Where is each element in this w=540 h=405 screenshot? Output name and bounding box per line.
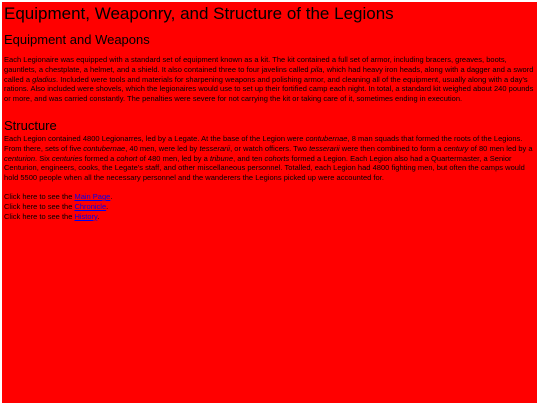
structure-text-8: formed a xyxy=(82,153,117,163)
equipment-paragraph xyxy=(4,55,535,104)
chronicle-link[interactable]: Chronicle xyxy=(74,201,107,211)
structure-term-century: century xyxy=(443,143,469,153)
main-page-link[interactable]: Main Page xyxy=(74,191,111,201)
structure-text-6: of 80 men led by a xyxy=(468,143,533,153)
structure-heading: Structure xyxy=(4,117,57,133)
equipment-heading: Equipment and Weapons xyxy=(4,32,150,47)
structure-text-4: , or watch officers. Two xyxy=(230,143,310,153)
navigation-links xyxy=(4,192,535,221)
structure-text-5: were then combined to form a xyxy=(339,143,444,153)
structure-term-centuries: centuries xyxy=(51,153,83,163)
chronicle-prefix: Click here to see the xyxy=(4,201,75,211)
history-suffix: . xyxy=(97,211,100,221)
equipment-term-pila: pila xyxy=(310,64,323,74)
structure-text-1: Each Legion contained 4800 Legionarres, led by a Legate. At the base of the Legion were xyxy=(4,133,306,143)
main-page-line xyxy=(4,192,535,202)
structure-term-cohorts: cohorts xyxy=(264,153,290,163)
structure-text-2: , 8 man squads that formed the roots of the Legions. From there, sets of five xyxy=(4,133,523,153)
structure-text-7: . Six xyxy=(35,153,52,163)
structure-term-tribune: tribune xyxy=(209,153,234,163)
structure-term-contubernae: contubernae xyxy=(305,133,348,143)
equipment-text-1: Each Legionaire was equipped with a standard set of equipment known as a kit. The kit contained a full set of armor, including bracers, greaves, boots, gauntlets, a chestplate, a helmet, and a shield. It also contained three to four javelins called xyxy=(4,55,507,74)
structure-term-tesserarii: tesserarii xyxy=(199,143,231,153)
chronicle-line xyxy=(4,202,535,212)
structure-text-10: , and ten xyxy=(233,153,265,163)
equipment-term-gladius: gladius xyxy=(32,74,57,84)
structure-text-11: formed a Legion. Each Legion also had a Quartermaster, a Senior Centurion, engineers, cooks, the Legate's staff, and other miscellaneous personnel. Totalled, each Legion had 4800 fighting men, but often the camps would hold 5500 people when all the necessary personnel and the wanderers the Legions picked up were accounted for. xyxy=(4,153,525,183)
page-title: Equipment, Weaponry, and Structure of the Legions xyxy=(4,4,394,23)
structure-term-contubernae-2: contubernae xyxy=(83,143,126,153)
structure-term-cohort: cohort xyxy=(116,153,138,163)
history-link[interactable]: History xyxy=(74,211,98,221)
equipment-text-2: , which had heavy iron heads, along with a dagger and a sword called a xyxy=(4,64,534,84)
main-page-suffix: . xyxy=(110,191,113,201)
page-body xyxy=(2,2,537,403)
main-page-prefix: Click here to see the xyxy=(4,191,75,201)
history-line xyxy=(4,212,535,222)
structure-text-9: of 480 men, led by a xyxy=(137,153,210,163)
equipment-text-3: . Included were tools and materials for sharpening weapons and polishing armor, and cleaning all of the equipment, usually along with a day's rations. Also included were shovels, which the legionaires would use to set up their fortified camp each night. In total, a standard kit weighed about 240 pounds or more, and was carried constantly. The penalties were severe for not carrying the kit or taking care of it, sometimes ending in execution. xyxy=(4,74,534,104)
structure-text-3: , 40 men, were led by xyxy=(125,143,200,153)
chronicle-suffix: . xyxy=(106,201,109,211)
history-prefix: Click here to see the xyxy=(4,211,75,221)
structure-paragraph xyxy=(4,134,535,183)
structure-term-centurion: centurion xyxy=(4,153,36,163)
structure-term-tesserarii-2: tesserarii xyxy=(309,143,340,153)
